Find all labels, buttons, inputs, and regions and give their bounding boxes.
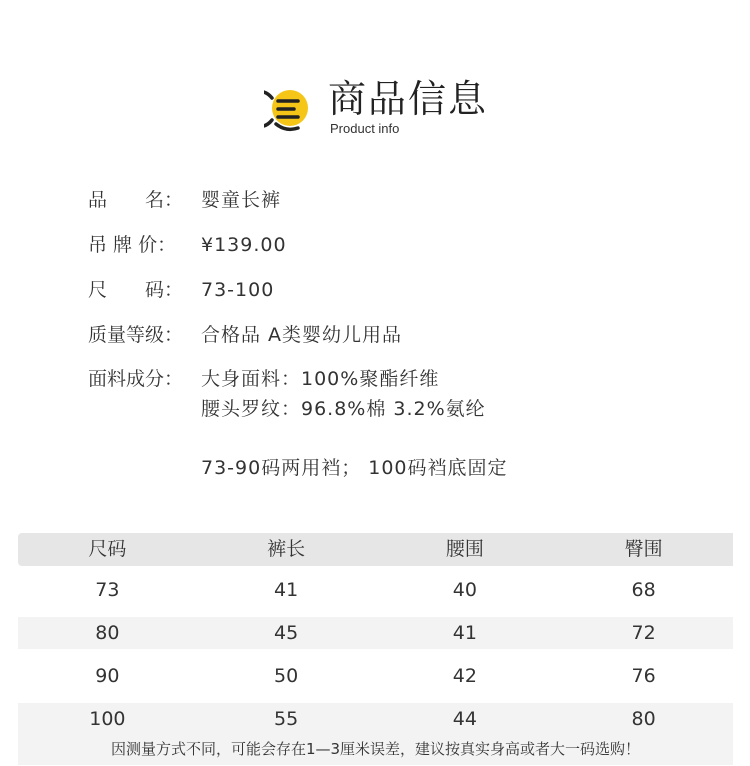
name-value: 婴童长裤	[201, 189, 282, 211]
quality-value: 合格品 A类婴幼儿用品	[201, 324, 403, 346]
info-row-price	[88, 230, 688, 260]
document-list-icon	[264, 84, 314, 134]
price-label: 吊 牌 价：	[88, 234, 177, 256]
table-header-cell: 尺码	[88, 538, 127, 560]
product-info-list	[88, 185, 688, 365]
table-cell: 72	[631, 622, 656, 644]
table-cell: 40	[452, 579, 477, 601]
table-cell: 68	[631, 579, 656, 601]
table-cell: 50	[274, 665, 299, 687]
table-cell: 90	[95, 665, 120, 687]
size-label: 尺 码：	[88, 279, 184, 301]
composition-line-1: 大身面料：100%聚酯纤维	[201, 368, 440, 390]
table-cell: 42	[452, 665, 477, 687]
table-cell: 80	[631, 708, 656, 730]
table-cell: 100	[89, 708, 126, 730]
crotch-note: 73-90码两用裆； 100码裆底固定	[201, 457, 508, 479]
table-row	[18, 703, 733, 735]
info-row-name	[88, 185, 688, 215]
table-header-cell: 裤长	[267, 538, 306, 560]
info-row-size	[88, 275, 688, 305]
size-table	[18, 533, 733, 735]
name-label: 品 名：	[88, 189, 184, 211]
table-header-cell: 臀围	[624, 538, 663, 560]
table-cell: 55	[274, 708, 299, 730]
table-cell: 41	[274, 579, 299, 601]
table-cell: 80	[95, 622, 120, 644]
table-cell: 44	[452, 708, 477, 730]
table-row	[18, 617, 733, 649]
page-subtitle: Product info	[330, 121, 400, 136]
table-cell: 73	[95, 579, 120, 601]
table-cell: 76	[631, 665, 656, 687]
table-row	[18, 660, 733, 692]
table-cell: 41	[452, 622, 477, 644]
table-header	[18, 533, 733, 566]
composition-line-2: 腰头罗纹：96.8%棉 3.2%氨纶	[201, 398, 486, 420]
table-header-cell: 腰围	[445, 538, 484, 560]
info-row-quality	[88, 320, 688, 350]
table-row	[18, 574, 733, 608]
table-cell: 45	[274, 622, 299, 644]
price-value: ¥139.00	[201, 234, 287, 256]
section-header	[264, 74, 504, 144]
page-title: 商品信息	[328, 77, 489, 121]
size-value: 73-100	[201, 279, 275, 301]
composition-label: 面料成分：	[88, 368, 184, 390]
quality-label: 质量等级：	[88, 324, 184, 346]
measurement-disclaimer: 因测量方式不同，可能会存在1—3厘米误差，建议按真实身高或者大一码选购！	[18, 733, 733, 765]
